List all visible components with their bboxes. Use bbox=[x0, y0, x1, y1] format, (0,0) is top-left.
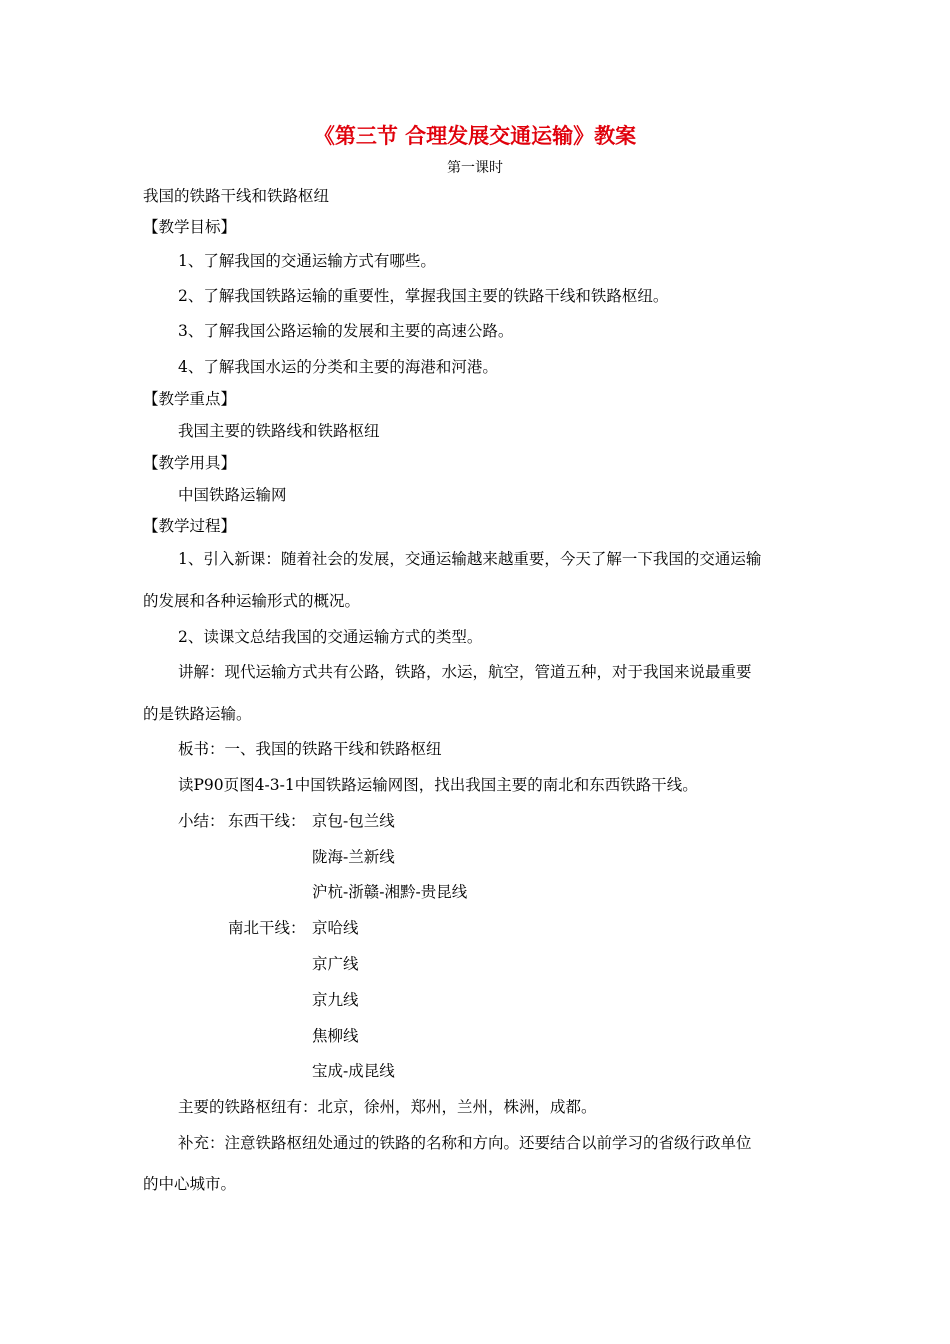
railway-line: 沪杭-浙赣-湘黔-贵昆线 bbox=[312, 883, 468, 901]
railway-line: 京包-包兰线 bbox=[312, 812, 395, 830]
supplement-note: 补充：注意铁路枢纽处通过的铁路的名称和方向。还要结合以前学习的省级行政单位 bbox=[178, 1134, 752, 1152]
goal-item: 1、了解我国的交通运输方式有哪些。 bbox=[178, 252, 436, 270]
keypoint-text: 我国主要的铁路线和铁路枢纽 bbox=[178, 422, 380, 440]
goal-item: 2、了解我国铁路运输的重要性，掌握我国主要的铁路干线和铁路枢纽。 bbox=[178, 287, 669, 305]
process-paragraph: 1、引入新课：随着社会的发展，交通运输越来越重要，今天了解一下我国的交通运输 bbox=[178, 550, 762, 568]
supplement-note: 的中心城市。 bbox=[143, 1175, 237, 1193]
railway-line: 京哈线 bbox=[312, 919, 359, 937]
process-paragraph: 2、读课文总结我国的交通运输方式的类型。 bbox=[178, 628, 483, 646]
board-note: 板书：一、我国的铁路干线和铁路枢纽 bbox=[178, 740, 442, 758]
railway-hubs: 主要的铁路枢纽有：北京，徐州，郑州，兰州，株洲，成都。 bbox=[178, 1098, 597, 1116]
process-paragraph: 的是铁路运输。 bbox=[143, 705, 252, 723]
tools-heading: 【教学用具】 bbox=[143, 454, 237, 472]
lesson-period: 第一课时 bbox=[447, 160, 503, 176]
north-south-label: 南北干线： bbox=[228, 919, 306, 937]
railway-line: 宝成-成昆线 bbox=[312, 1062, 395, 1080]
railway-line: 焦柳线 bbox=[312, 1027, 359, 1045]
document-title: 《第三节 合理发展交通运输》教案 bbox=[313, 124, 637, 148]
goal-item: 3、了解我国公路运输的发展和主要的高速公路。 bbox=[178, 322, 514, 340]
goals-heading: 【教学目标】 bbox=[143, 218, 237, 236]
goal-item: 4、了解我国水运的分类和主要的海港和河港。 bbox=[178, 358, 498, 376]
lesson-topic: 我国的铁路干线和铁路枢纽 bbox=[143, 187, 330, 205]
keypoint-heading: 【教学重点】 bbox=[143, 390, 237, 408]
railway-line: 京广线 bbox=[312, 955, 359, 973]
process-heading: 【教学过程】 bbox=[143, 517, 237, 535]
railway-line: 陇海-兰新线 bbox=[312, 848, 395, 866]
east-west-label: 东西干线： bbox=[228, 812, 306, 830]
tools-text: 中国铁路运输网 bbox=[178, 486, 287, 504]
process-paragraph: 的发展和各种运输形式的概况。 bbox=[143, 592, 361, 610]
process-paragraph: 讲解：现代运输方式共有公路，铁路，水运，航空，管道五种，对于我国来说最重要 bbox=[178, 663, 752, 681]
summary-label: 小结： bbox=[178, 812, 225, 830]
reading-instruction: 读P90页图4-3-1中国铁路运输网图，找出我国主要的南北和东西铁路干线。 bbox=[178, 776, 698, 794]
railway-line: 京九线 bbox=[312, 991, 359, 1009]
